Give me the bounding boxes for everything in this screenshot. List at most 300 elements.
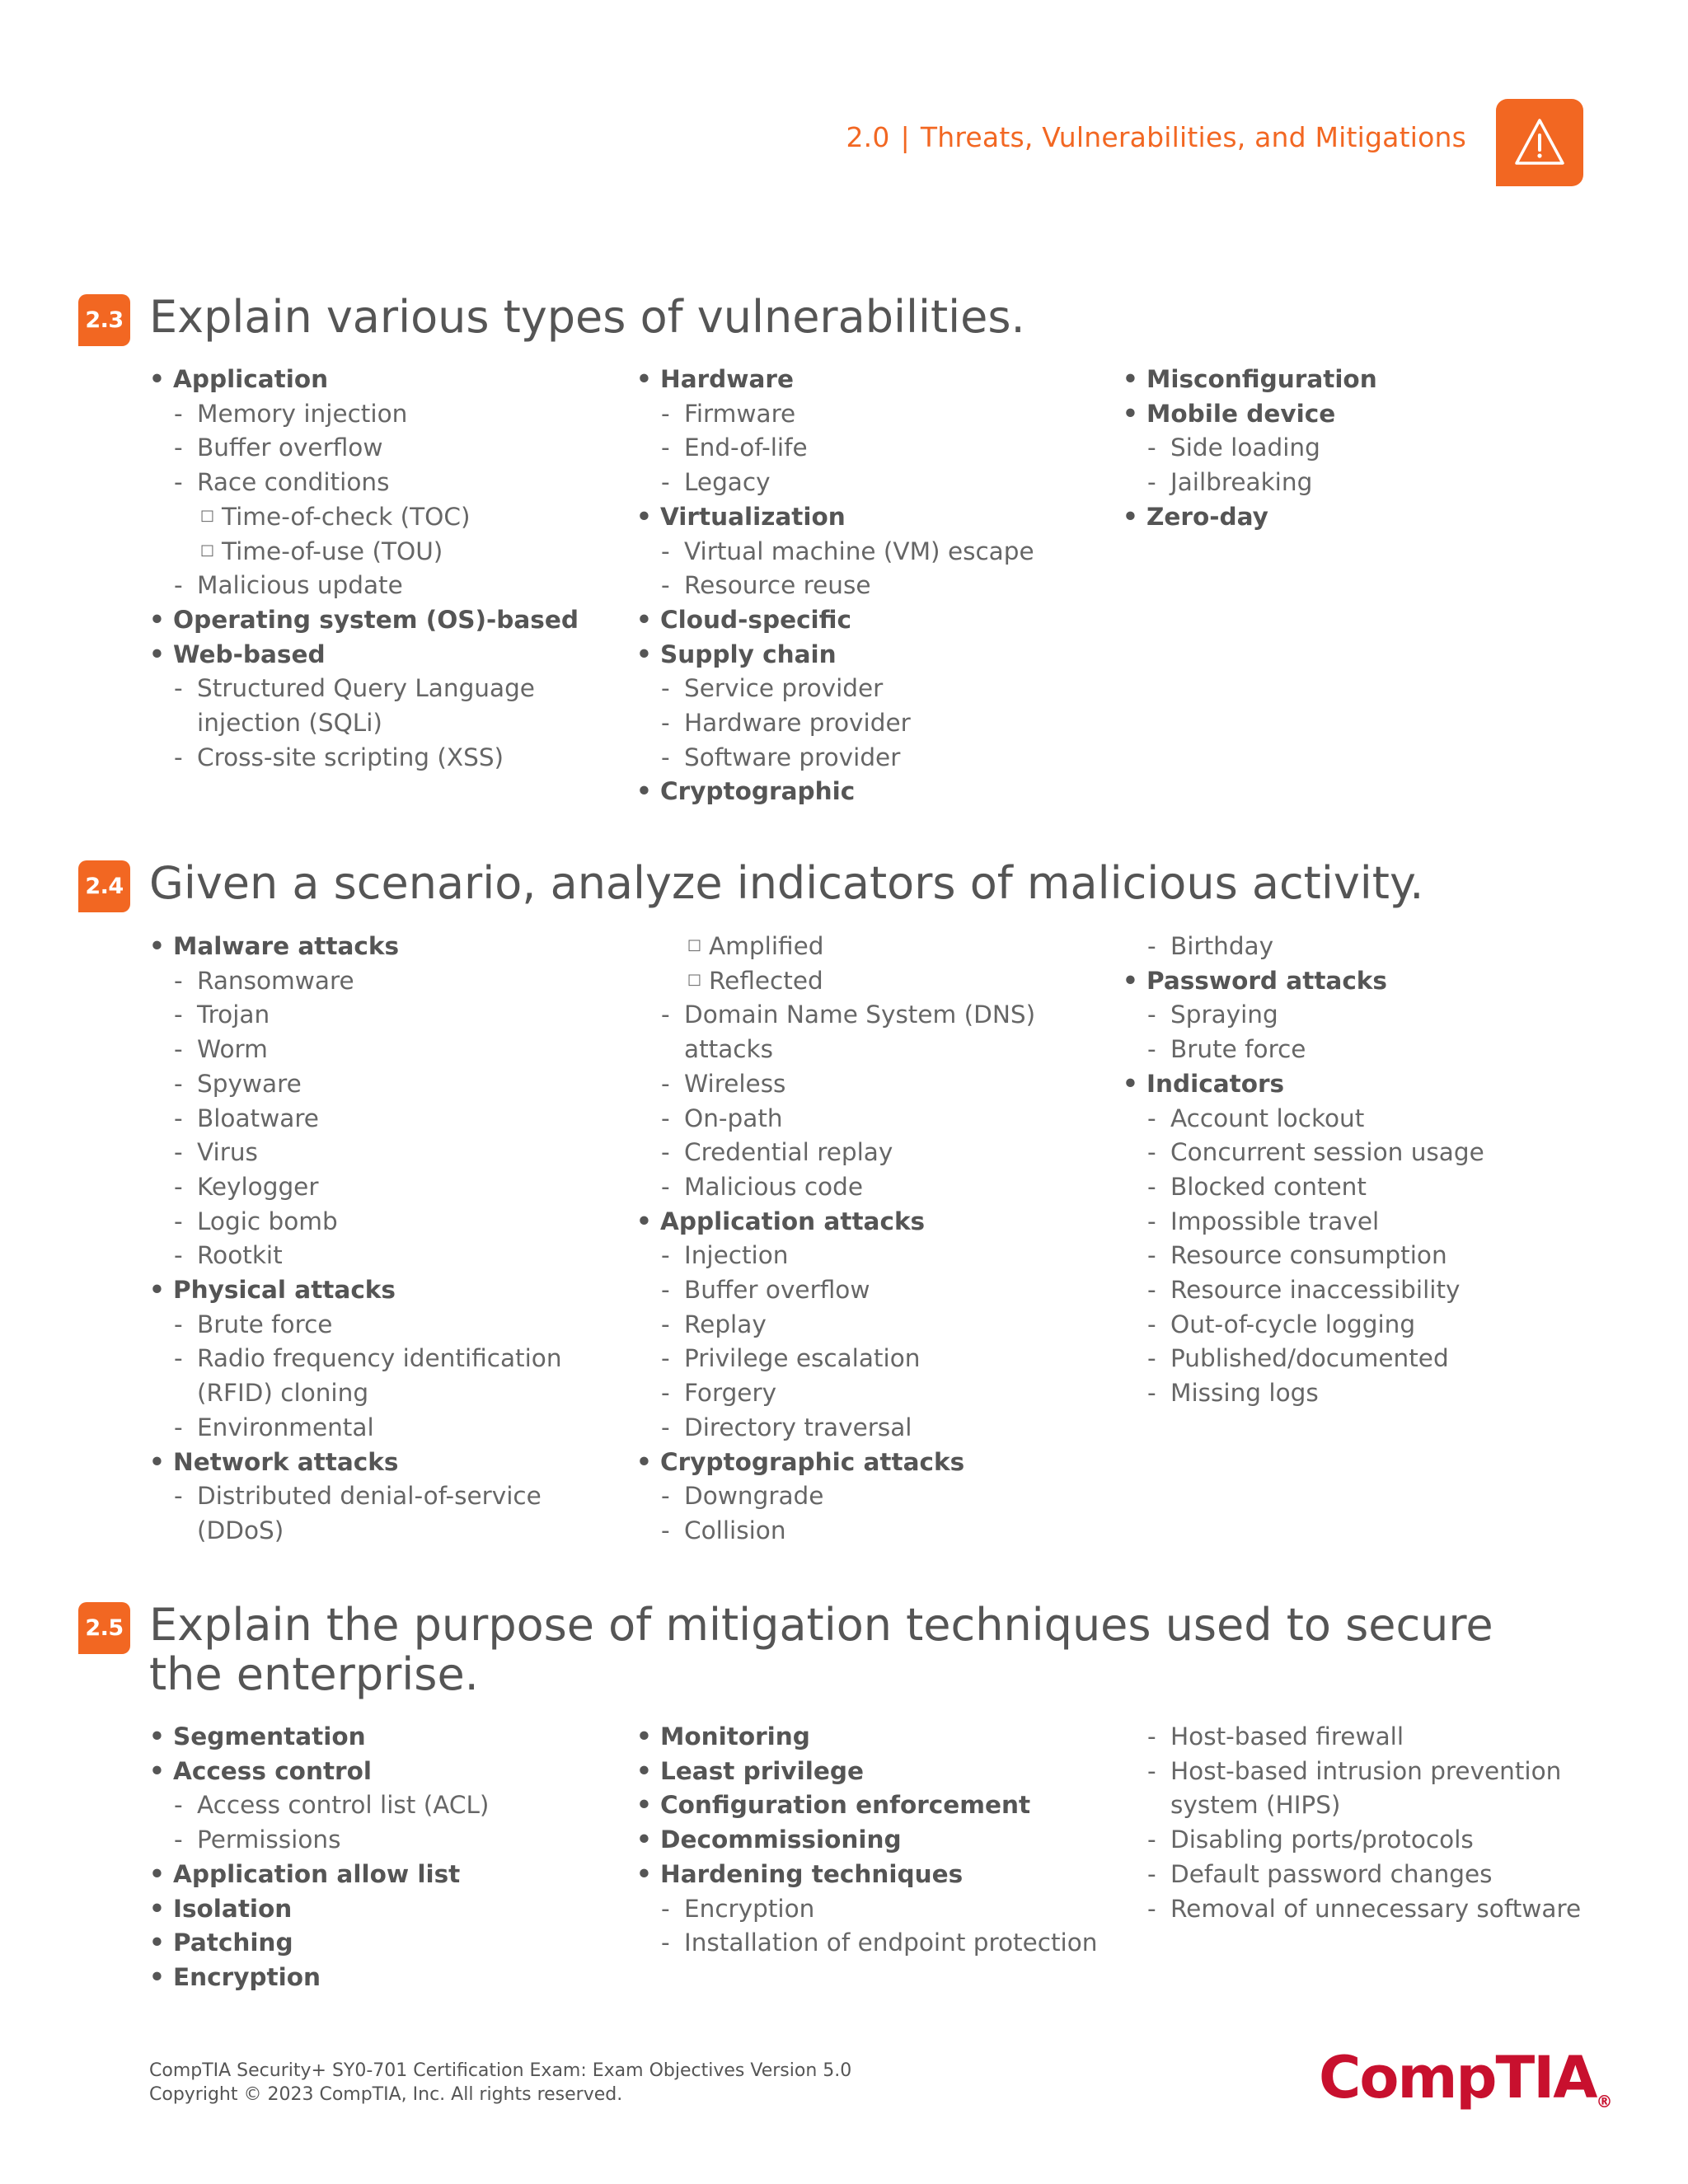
item-text: Bloatware — [197, 1104, 319, 1132]
objective-subtopic — [1123, 1102, 1609, 1137]
objective-subtopic — [149, 1788, 635, 1823]
objective-topic — [636, 1858, 1123, 1892]
bullet-icon: • — [149, 1929, 165, 1957]
objective-subtopic — [149, 1067, 635, 1102]
item-text: Decommissioning — [660, 1825, 902, 1854]
dash-icon: - — [1147, 468, 1156, 497]
dash-icon: - — [174, 571, 183, 600]
objective-subtopic — [1123, 1376, 1609, 1411]
objective-subtopic — [1123, 1239, 1609, 1273]
item-text: Resource inaccessibility — [1170, 1276, 1461, 1305]
warning-icon — [1511, 114, 1568, 171]
item-text: Logic bomb — [197, 1207, 338, 1235]
objective-subtopic — [1123, 930, 1609, 964]
dash-icon: - — [174, 434, 183, 462]
item-text: Disabling ports/protocols — [1170, 1825, 1474, 1854]
item-text: Segmentation — [173, 1722, 366, 1750]
section-title: Given a scenario, analyze indicators of malicious activity. — [149, 857, 1424, 909]
objective-subtopic — [636, 1067, 1123, 1102]
item-text: Encryption — [173, 1962, 321, 1991]
objective-subtopic — [636, 1239, 1123, 1273]
item-text: Password attacks — [1146, 966, 1387, 995]
item-text: Missing logs — [1170, 1379, 1319, 1408]
objective-subtopic — [636, 1342, 1123, 1376]
item-text: Host-based firewall — [1170, 1722, 1404, 1750]
objective-topic — [149, 1755, 635, 1789]
objective-column-2 — [636, 1720, 1123, 1961]
objective-column-3 — [1123, 1720, 1609, 1926]
footer-copyright: Copyright © 2023 CompTIA, Inc. All rights reserved. — [149, 2084, 623, 2105]
bullet-icon: • — [636, 1791, 652, 1820]
dash-icon: - — [174, 1207, 183, 1235]
item-text: Out-of-cycle logging — [1170, 1310, 1416, 1338]
registered-mark: ® — [1596, 2092, 1613, 2111]
dash-icon: - — [174, 743, 183, 771]
objective-subtopic — [636, 1479, 1123, 1514]
item-text: Supply chain — [660, 640, 837, 668]
objective-subtopic — [1123, 1342, 1609, 1376]
item-text: Environmental — [197, 1413, 374, 1441]
objective-topic — [149, 930, 635, 964]
dash-icon: - — [174, 1791, 183, 1820]
item-text: Access control — [173, 1756, 372, 1785]
objective-topic — [1123, 397, 1609, 432]
item-text: Virtual machine (VM) escape — [684, 537, 1034, 565]
item-text: Malicious code — [684, 1172, 863, 1201]
bullet-icon: • — [149, 1756, 165, 1785]
item-text: Worm — [197, 1035, 268, 1064]
item-text: End-of-life — [684, 434, 808, 462]
objective-subtopic — [636, 431, 1123, 466]
objective-column-1 — [149, 1720, 635, 1995]
bullet-icon: • — [636, 1207, 652, 1235]
dash-icon: - — [174, 1344, 183, 1373]
objective-subtopic — [149, 466, 635, 500]
objective-subtopic — [636, 706, 1123, 741]
objective-subtopic — [1123, 1033, 1609, 1067]
objective-subtopic — [149, 569, 635, 603]
objective-topic — [636, 1446, 1123, 1480]
objective-topic — [636, 1788, 1123, 1823]
objective-column-2 — [636, 930, 1123, 1549]
bullet-icon: • — [149, 1859, 165, 1888]
objective-subtopic — [149, 1411, 635, 1446]
comptia-logo — [1319, 2044, 1612, 2111]
item-text: Wireless — [684, 1069, 786, 1098]
objective-subtopic — [149, 1136, 635, 1170]
objective-subtopic — [149, 1342, 635, 1410]
item-text: Cryptographic — [660, 777, 856, 806]
dash-icon: - — [661, 743, 670, 771]
dash-icon: - — [1147, 1310, 1156, 1338]
item-text: Replay — [684, 1310, 767, 1338]
item-text: Configuration enforcement — [660, 1791, 1031, 1820]
bullet-icon: • — [636, 1825, 652, 1854]
objective-subtopic — [1123, 1273, 1609, 1308]
item-text: Hardware provider — [684, 709, 911, 738]
objective-subtopic — [1123, 1823, 1609, 1858]
objective-subtopic — [636, 1376, 1123, 1411]
objective-subtopic — [636, 998, 1123, 1066]
item-text: Permissions — [197, 1825, 341, 1854]
objective-subtopic — [1123, 998, 1609, 1033]
chapter-title: Threats, Vulnerabilities, and Mitigations — [920, 121, 1466, 153]
section-number-badge: 2.3 — [78, 294, 130, 346]
item-text: Published/documented — [1170, 1344, 1449, 1373]
bullet-icon: • — [636, 777, 652, 806]
item-text: Encryption — [684, 1894, 815, 1923]
section-title: Explain the purpose of mitigation techniques used to secure the enterprise. — [149, 1599, 1493, 1700]
objective-column-3 — [1123, 363, 1609, 535]
item-text: Least privilege — [660, 1756, 865, 1785]
objective-topic — [149, 1961, 635, 1995]
objective-column-1 — [149, 363, 635, 775]
objective-subtopic — [636, 1926, 1123, 1961]
dash-icon: - — [174, 1035, 183, 1064]
item-text: Service provider — [684, 674, 884, 703]
bullet-icon: • — [149, 640, 165, 668]
objective-topic — [636, 363, 1123, 397]
dash-icon: - — [174, 399, 183, 428]
dash-icon: - — [174, 1104, 183, 1132]
objective-subtopic — [1123, 1858, 1609, 1892]
dash-icon: - — [1147, 1138, 1156, 1167]
objective-topic — [636, 1823, 1123, 1858]
dash-icon: - — [661, 1413, 670, 1441]
dash-icon: - — [1147, 1172, 1156, 1201]
objective-topic — [636, 1720, 1123, 1755]
dash-icon: - — [174, 1138, 183, 1167]
item-text: Cross-site scripting (XSS) — [197, 743, 504, 771]
objective-subtopic — [1123, 1720, 1609, 1755]
dash-icon: - — [1147, 932, 1156, 960]
dash-icon: - — [174, 1482, 183, 1511]
item-text: Zero-day — [1146, 502, 1268, 531]
item-text: Physical attacks — [173, 1276, 396, 1305]
objective-subtopic — [149, 998, 635, 1033]
dash-icon: - — [661, 571, 670, 600]
item-text: Ransomware — [197, 966, 354, 995]
objective-topic — [1123, 500, 1609, 535]
square-bullet-icon: □ — [687, 970, 702, 988]
dash-icon: - — [661, 1276, 670, 1305]
objective-subtopic — [1123, 1170, 1609, 1205]
dash-icon: - — [1147, 1894, 1156, 1923]
bullet-icon: • — [636, 1447, 652, 1476]
objective-subtopic — [636, 741, 1123, 776]
chapter-number: 2.0 — [846, 121, 890, 153]
item-text: Rootkit — [197, 1241, 283, 1270]
objective-subtopic — [149, 1823, 635, 1858]
item-text: Web-based — [173, 640, 326, 668]
objective-subtopic — [1123, 431, 1609, 466]
item-text: Application allow list — [173, 1859, 461, 1888]
item-text: Trojan — [197, 1001, 270, 1029]
objective-topic — [1123, 1067, 1609, 1102]
objective-subtopic — [149, 672, 635, 740]
objective-subtopic — [636, 535, 1123, 569]
item-text: Impossible travel — [1170, 1207, 1380, 1235]
item-text: Legacy — [684, 468, 771, 497]
objective-topic — [149, 1926, 635, 1961]
objective-subtopic — [149, 741, 635, 776]
square-bullet-icon: □ — [687, 936, 702, 954]
footer — [149, 2059, 851, 2107]
objective-topic — [149, 603, 635, 638]
dash-icon: - — [661, 1516, 670, 1544]
item-text: Collision — [684, 1516, 786, 1544]
item-text: Removal of unnecessary software — [1170, 1894, 1582, 1923]
item-text: Injection — [684, 1241, 789, 1270]
objective-subtopic — [636, 1136, 1123, 1170]
objective-subtopic — [1123, 1136, 1609, 1170]
objective-subtopic — [149, 1170, 635, 1205]
item-text: Virus — [197, 1138, 258, 1167]
dash-icon: - — [1147, 1859, 1156, 1888]
objective-topic — [149, 1720, 635, 1755]
section-number-badge: 2.4 — [78, 860, 130, 912]
item-text: Spyware — [197, 1069, 302, 1098]
dash-icon: - — [661, 1894, 670, 1923]
dash-icon: - — [661, 537, 670, 565]
item-text: Hardening techniques — [660, 1859, 964, 1888]
item-text: Time-of-check (TOC) — [222, 502, 471, 531]
dash-icon: - — [1147, 1825, 1156, 1854]
item-text: Mobile device — [1146, 399, 1336, 428]
bullet-icon: • — [1123, 502, 1138, 531]
dash-icon: - — [661, 399, 670, 428]
square-bullet-icon: □ — [200, 506, 215, 524]
dash-icon: - — [174, 1413, 183, 1441]
objective-topic — [636, 638, 1123, 673]
objective-subtopic — [636, 466, 1123, 500]
section-title: Explain various types of vulnerabilities. — [149, 291, 1025, 343]
objective-topic — [636, 500, 1123, 535]
bullet-icon: • — [149, 605, 165, 634]
item-text: Isolation — [173, 1894, 293, 1923]
dash-icon: - — [1147, 434, 1156, 462]
chapter-header — [846, 121, 1466, 153]
objective-subtopic — [1123, 1308, 1609, 1343]
item-text: Virtualization — [660, 502, 846, 531]
item-text: Cloud-specific — [660, 605, 852, 634]
bullet-icon: • — [149, 932, 165, 960]
item-text: Structured Query Language injection (SQLi) — [197, 674, 535, 738]
bullet-icon: • — [149, 1962, 165, 1991]
item-text: Cryptographic attacks — [660, 1447, 965, 1476]
dash-icon: - — [661, 1310, 670, 1338]
item-text: Patching — [173, 1929, 293, 1957]
objective-column-3 — [1123, 930, 1609, 1411]
objective-subtopic — [1123, 1205, 1609, 1240]
objective-subtopic — [636, 1308, 1123, 1343]
objective-subtopic — [636, 569, 1123, 603]
objective-topic — [149, 363, 635, 397]
dash-icon: - — [1147, 1276, 1156, 1305]
dash-icon: - — [174, 966, 183, 995]
dash-icon: - — [174, 674, 183, 703]
objective-column-1 — [149, 930, 635, 1549]
item-text: Application attacks — [660, 1207, 926, 1235]
dash-icon: - — [661, 1001, 670, 1029]
dash-icon: - — [661, 1344, 670, 1373]
dash-icon: - — [661, 709, 670, 738]
item-text: Account lockout — [1170, 1104, 1365, 1132]
item-text: Buffer overflow — [197, 434, 383, 462]
dash-icon: - — [174, 1310, 183, 1338]
bullet-icon: • — [636, 1722, 652, 1750]
item-text: Software provider — [684, 743, 901, 771]
objective-subtopic — [149, 431, 635, 466]
bullet-icon: • — [149, 1894, 165, 1923]
chapter-badge — [1496, 99, 1583, 186]
dash-icon: - — [661, 1138, 670, 1167]
bullet-icon: • — [636, 1859, 652, 1888]
item-text: Reflected — [709, 966, 823, 995]
dash-icon: - — [1147, 1001, 1156, 1029]
bullet-icon: • — [636, 1756, 652, 1785]
objective-subtopic — [1123, 466, 1609, 500]
objective-subtopic — [149, 1308, 635, 1343]
objective-subtopic — [636, 1273, 1123, 1308]
objective-subtopic — [149, 964, 635, 999]
item-text: Credential replay — [684, 1138, 893, 1167]
square-bullet-icon: □ — [200, 541, 215, 559]
dash-icon: - — [661, 1241, 670, 1270]
objective-subtopic — [1123, 1755, 1609, 1823]
logo-text: CompTIA — [1319, 2044, 1597, 2111]
objective-subtopic — [636, 1892, 1123, 1927]
objective-subtopic — [636, 672, 1123, 706]
dash-icon: - — [661, 468, 670, 497]
item-text: Resource consumption — [1170, 1241, 1447, 1270]
objective-topic — [636, 1205, 1123, 1240]
item-text: Hardware — [660, 365, 794, 393]
item-text: Brute force — [197, 1310, 333, 1338]
item-text: Blocked content — [1170, 1172, 1367, 1201]
objective-subtopic — [636, 397, 1123, 432]
item-text: Malware attacks — [173, 932, 400, 960]
item-text: Race conditions — [197, 468, 390, 497]
header-divider: | — [900, 121, 910, 153]
item-text: Network attacks — [173, 1447, 399, 1476]
objective-subtopic — [149, 397, 635, 432]
bullet-icon: • — [149, 1722, 165, 1750]
objective-topic — [636, 775, 1123, 809]
dash-icon: - — [174, 1172, 183, 1201]
objective-sub-subtopic — [636, 930, 1123, 964]
item-text: Spraying — [1170, 1001, 1278, 1029]
bullet-icon: • — [1123, 966, 1138, 995]
objective-subtopic — [1123, 1892, 1609, 1927]
dash-icon: - — [1147, 1379, 1156, 1408]
dash-icon: - — [1147, 1241, 1156, 1270]
item-text: Firmware — [684, 399, 796, 428]
item-text: Malicious update — [197, 571, 403, 600]
item-text: Side loading — [1170, 434, 1320, 462]
dash-icon: - — [1147, 1207, 1156, 1235]
dash-icon: - — [1147, 1756, 1156, 1785]
dash-icon: - — [661, 1482, 670, 1511]
item-text: Misconfiguration — [1146, 365, 1377, 393]
item-text: Memory injection — [197, 399, 408, 428]
objective-topic — [636, 603, 1123, 638]
item-text: Default password changes — [1170, 1859, 1493, 1888]
bullet-icon: • — [1123, 365, 1138, 393]
bullet-icon: • — [636, 640, 652, 668]
dash-icon: - — [174, 1001, 183, 1029]
bullet-icon: • — [149, 1276, 165, 1305]
objective-subtopic — [636, 1170, 1123, 1205]
objective-sub-subtopic — [636, 964, 1123, 999]
bullet-icon: • — [149, 365, 165, 393]
bullet-icon: • — [1123, 1069, 1138, 1098]
item-text: Operating system (OS)-based — [173, 605, 579, 634]
item-text: Indicators — [1146, 1069, 1285, 1098]
item-text: Privilege escalation — [684, 1344, 921, 1373]
dash-icon: - — [174, 1069, 183, 1098]
bullet-icon: • — [636, 502, 652, 531]
bullet-icon: • — [636, 365, 652, 393]
objective-topic — [636, 1755, 1123, 1789]
dash-icon: - — [174, 1241, 183, 1270]
objective-sub-subtopic — [149, 535, 635, 569]
dash-icon: - — [174, 1825, 183, 1854]
item-text: Host-based intrusion prevention system (HIPS) — [1170, 1756, 1562, 1820]
item-text: Buffer overflow — [684, 1276, 870, 1305]
dash-icon: - — [661, 1104, 670, 1132]
item-text: On-path — [684, 1104, 783, 1132]
dash-icon: - — [1147, 1722, 1156, 1750]
objective-subtopic — [149, 1239, 635, 1273]
item-text: Time-of-use (TOU) — [222, 537, 443, 565]
item-text: Keylogger — [197, 1172, 319, 1201]
item-text: Domain Name System (DNS) attacks — [684, 1001, 1036, 1064]
objective-topic — [149, 1446, 635, 1480]
objective-topic — [149, 1892, 635, 1927]
item-text: Monitoring — [660, 1722, 810, 1750]
section-number-badge: 2.5 — [78, 1602, 130, 1654]
item-text: Radio frequency identification (RFID) cloning — [197, 1344, 562, 1408]
objective-subtopic — [636, 1411, 1123, 1446]
dash-icon: - — [1147, 1344, 1156, 1373]
item-text: Birthday — [1170, 932, 1274, 960]
objective-topic — [149, 1858, 635, 1892]
dash-icon: - — [661, 434, 670, 462]
objective-column-2 — [636, 363, 1123, 809]
item-text: Downgrade — [684, 1482, 824, 1511]
objective-sub-subtopic — [149, 500, 635, 535]
objective-topic — [149, 638, 635, 673]
bullet-icon: • — [636, 605, 652, 634]
item-text: Application — [173, 365, 329, 393]
bullet-icon: • — [1123, 399, 1138, 428]
objective-subtopic — [636, 1514, 1123, 1549]
objective-subtopic — [149, 1033, 635, 1067]
dash-icon: - — [661, 1069, 670, 1098]
objective-subtopic — [149, 1479, 635, 1548]
item-text: Amplified — [709, 932, 824, 960]
objective-topic — [1123, 964, 1609, 999]
item-text: Concurrent session usage — [1170, 1138, 1484, 1167]
item-text: Jailbreaking — [1170, 468, 1313, 497]
objective-subtopic — [149, 1102, 635, 1137]
objective-subtopic — [636, 1102, 1123, 1137]
dash-icon: - — [661, 1379, 670, 1408]
dash-icon: - — [1147, 1104, 1156, 1132]
footer-exam-title: CompTIA Security+ SY0-701 Certification Exam: Exam Objectives Version 5.0 — [149, 2060, 852, 2081]
item-text: Distributed denial-of-service (DDoS) — [197, 1482, 542, 1544]
